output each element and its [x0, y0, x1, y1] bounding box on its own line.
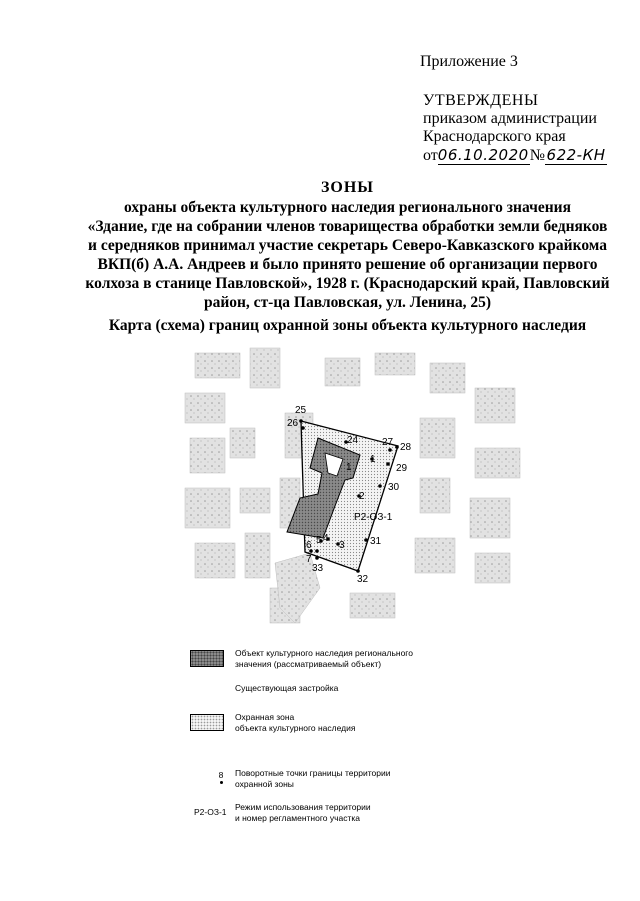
- appendix-label: Приложение 3: [420, 53, 518, 70]
- legend-line: Объект культурного наследия регионального: [235, 648, 413, 658]
- number-sign: №: [529, 147, 546, 164]
- point-label: 1: [370, 454, 376, 465]
- document-title: [60, 178, 635, 312]
- approved-line-2: приказом администрации: [423, 110, 597, 127]
- point-label: 6: [306, 540, 312, 551]
- legend-existing-text: Существующая застройка: [235, 683, 339, 693]
- map-title: Карта (схема) границ охранной зоны объекта культурного наследия: [108, 317, 587, 334]
- legend-regime-text: [235, 802, 371, 824]
- legend-regime-example: Р2-ОЗ-1: [194, 807, 227, 817]
- point-label: 33: [312, 563, 324, 574]
- legend-line: Режим использования территории: [235, 802, 371, 812]
- point-label: 25: [295, 405, 307, 416]
- legend-point-number: 8: [218, 770, 224, 780]
- point-label: 7: [306, 554, 312, 565]
- point-label: 3: [339, 540, 345, 551]
- approved-line-3: Краснодарского края: [423, 128, 566, 145]
- point-label: 1: [346, 462, 352, 473]
- point-label: 30: [388, 482, 400, 493]
- boundary-map: [175, 338, 535, 628]
- legend-object-swatch: [190, 650, 224, 667]
- point-label: 26: [287, 418, 299, 429]
- point-label: 31: [370, 536, 382, 547]
- legend-line: Поворотные точки границы территории: [235, 768, 391, 778]
- point-dot-icon: [220, 781, 223, 784]
- legend-zone-text: [235, 712, 355, 734]
- legend-line: и номер регламентного участка: [235, 813, 361, 823]
- point-label: 2: [359, 491, 365, 502]
- title-heading: ЗОНЫ: [320, 179, 375, 196]
- point-label: 24: [347, 435, 359, 446]
- title-line: ВКП(б) А.А. Андреев и было принято решение об организации первого: [97, 256, 598, 273]
- legend-object-text: [235, 648, 413, 670]
- point-label: 29: [396, 463, 408, 474]
- legend-line: охранной зоны: [235, 779, 294, 789]
- point-label: 28: [400, 442, 412, 453]
- handwritten-date: 06.10.2020: [437, 146, 529, 164]
- handwritten-number: 622-КН: [546, 146, 606, 164]
- point-label: 32: [357, 574, 369, 585]
- title-line: колхоза в станице Павловской», 1928 г. (Краснодарский край, Павловский: [85, 275, 610, 292]
- approved-label: УТВЕРЖДЕНЫ: [423, 92, 539, 109]
- title-line: район, ст-ца Павловская, ул. Ленина, 25): [203, 294, 492, 311]
- legend-line: объекта культурного наследия: [235, 723, 356, 733]
- zone-label: Р2-ОЗ-1: [354, 512, 393, 523]
- title-line: и середняков принимал участие секретарь Северо-Кавказского крайкома: [88, 237, 607, 254]
- legend-point-example: [216, 770, 226, 784]
- approval-date-line: [423, 146, 607, 165]
- legend-zone-swatch: [190, 714, 224, 731]
- point-label: 5: [316, 535, 322, 546]
- point-label: 4: [323, 533, 329, 544]
- legend-line: Охранная зона: [235, 712, 295, 722]
- from-label: от: [423, 147, 438, 164]
- legend-line: значения (рассматриваемый объект): [235, 659, 382, 669]
- approval-block: [423, 92, 607, 165]
- title-line: охраны объекта культурного наследия регионального значения: [124, 199, 571, 216]
- legend-points-text: [235, 768, 390, 790]
- point-label: 27: [382, 437, 394, 448]
- title-line: «Здание, где на собрании членов товарищества обработки земли бедняков: [87, 218, 608, 235]
